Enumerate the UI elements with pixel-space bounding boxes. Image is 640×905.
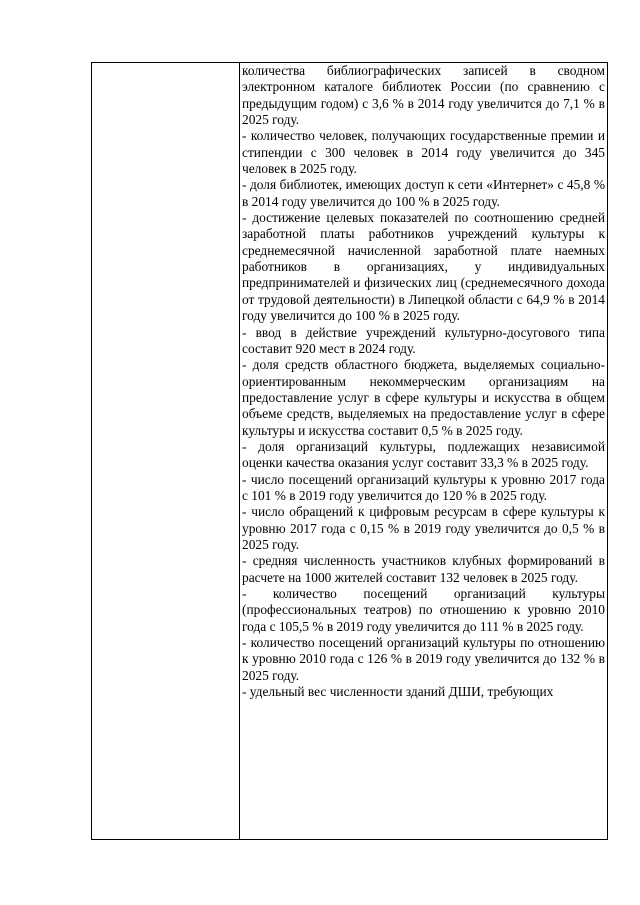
paragraph-cultural-seats: - ввод в действие учреждений культурно-досугового типа составит 920 мест в 2024 году.: [242, 324, 605, 356]
paragraph-quality-assessment: - доля организаций культуры, подлежащих независимой оценки качества оказания услуг составит 33,3 % в 2025 году.: [242, 438, 605, 471]
document-table: [91, 62, 608, 840]
paragraph-internet-access: - доля библиотек, имеющих доступ к сети «Интернет» с 45,8 % в 2014 году увеличится до 100 % в 2025 году.: [242, 177, 605, 209]
paragraph-catalog-records: количества библиографических записей в сводном электронном каталоге библиотек России (по сравнению с предыдущим годом) с 3,6 % в 2014 году увеличится до 7,1 % в 2025 году.: [242, 63, 605, 128]
paragraph-culture-visits: - число посещений организаций культуры к уровню 2017 года с 101 % в 2019 году увеличится до 120 % в 2025 году.: [242, 471, 605, 503]
paragraph-nko-budget-share: - доля средств областного бюджета, выделяемых социально-ориентированным некоммерческим организациям на предоставление услуг в сфере культуры и искусства в общем объеме средств, выделяемых на предоставление услуг в сфере культуры и искусства составит 0,5 % в 2025 году.: [242, 357, 605, 438]
table-right-cell: [240, 63, 607, 839]
paragraph-organization-visits: - количество посещений организаций культуры по отношению к уровню 2010 года с 126 % в 2019 году увеличится до 132 % в 2025 году.: [242, 635, 605, 683]
table-left-cell: [92, 63, 240, 839]
paragraph-state-prizes: - количество человек, получающих государственные премии и стипендии с 300 человек в 2014 году увеличится до 345 человек в 2025 году.: [242, 128, 605, 177]
paragraph-salary-targets: - достижение целевых показателей по соотношению средней заработной платы работников учреждений культуры к среднемесячной начисленной заработной плате наемных работников в организациях, у индивидуальных предпринимателей и физических лиц (среднемесячного дохода от трудовой деятельности) в Липецкой области с 64,9 % в 2014 году увеличится до 100 % в 2025 году.: [242, 210, 605, 324]
paragraph-digital-resources: - число обращений к цифровым ресурсам в сфере культуры к уровню 2017 года с 0,15 % в 2019 году увеличится до 0,5 % в 2025 году.: [242, 504, 605, 552]
paragraph-dshi-buildings: - удельный вес численности зданий ДШИ, требующих: [242, 684, 554, 700]
paragraph-theatre-visits: - количество посещений организаций культуры (профессиональных театров) по отношению к уровню 2010 года с 105,5 % в 2019 году увеличится до 111 % в 2025 году.: [242, 586, 605, 634]
paragraph-club-members: - средняя численность участников клубных формирований в расчете на 1000 жителей составит 132 человек в 2025 году.: [242, 553, 605, 585]
